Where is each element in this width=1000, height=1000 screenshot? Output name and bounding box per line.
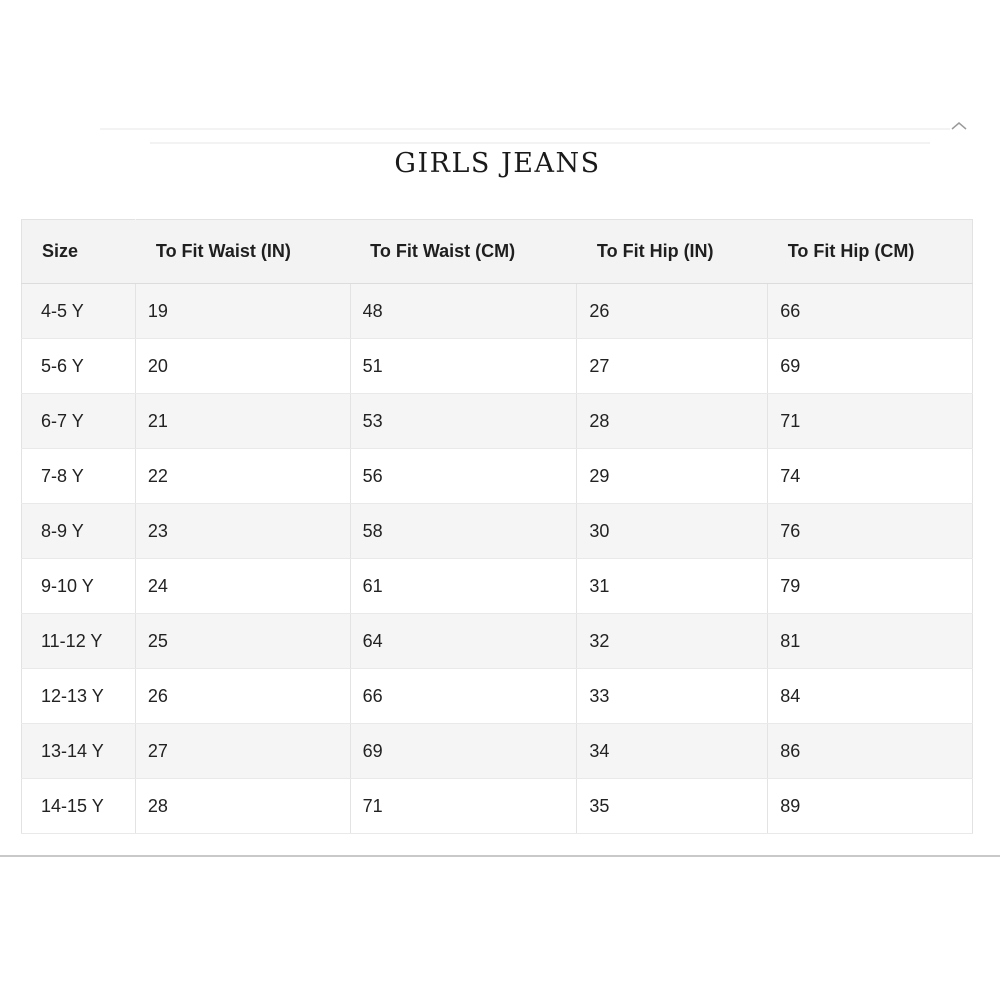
cell-waist-in: 25 — [135, 614, 350, 669]
header-hip-cm: To Fit Hip (CM) — [768, 220, 973, 284]
header-hip-in: To Fit Hip (IN) — [577, 220, 768, 284]
table-body — [22, 284, 973, 834]
table-header-row — [22, 220, 973, 284]
table-row — [22, 394, 973, 449]
cell-waist-in: 27 — [135, 724, 350, 779]
table-row — [22, 339, 973, 394]
cell-waist-cm: 66 — [350, 669, 577, 724]
bottom-divider — [0, 855, 1000, 857]
cell-waist-cm: 61 — [350, 559, 577, 614]
cell-hip-cm: 69 — [768, 339, 973, 394]
table-row — [22, 504, 973, 559]
cell-hip-in: 29 — [577, 449, 768, 504]
cell-waist-cm: 48 — [350, 284, 577, 339]
cell-hip-cm: 71 — [768, 394, 973, 449]
header-waist-cm: To Fit Waist (CM) — [350, 220, 577, 284]
cell-hip-in: 32 — [577, 614, 768, 669]
cell-hip-in: 35 — [577, 779, 768, 834]
table-row — [22, 449, 973, 504]
table-row — [22, 724, 973, 779]
cell-waist-in: 26 — [135, 669, 350, 724]
cell-waist-cm: 51 — [350, 339, 577, 394]
cell-waist-in: 22 — [135, 449, 350, 504]
cell-size: 5-6 Y — [22, 339, 136, 394]
table-row — [22, 559, 973, 614]
cell-hip-in: 33 — [577, 669, 768, 724]
cell-hip-cm: 79 — [768, 559, 973, 614]
cell-hip-in: 28 — [577, 394, 768, 449]
faint-divider — [100, 128, 950, 130]
cell-waist-cm: 58 — [350, 504, 577, 559]
faint-divider — [150, 142, 930, 144]
table-row — [22, 614, 973, 669]
cell-waist-in: 24 — [135, 559, 350, 614]
cell-hip-in: 30 — [577, 504, 768, 559]
cell-hip-cm: 86 — [768, 724, 973, 779]
cell-waist-cm: 64 — [350, 614, 577, 669]
cell-hip-cm: 81 — [768, 614, 973, 669]
cell-waist-in: 19 — [135, 284, 350, 339]
cell-waist-in: 28 — [135, 779, 350, 834]
cell-waist-cm: 53 — [350, 394, 577, 449]
cell-hip-in: 31 — [577, 559, 768, 614]
table-row — [22, 779, 973, 834]
chevron-up-icon — [950, 120, 968, 130]
cell-hip-in: 34 — [577, 724, 768, 779]
cell-size: 14-15 Y — [22, 779, 136, 834]
cell-waist-cm: 69 — [350, 724, 577, 779]
cell-waist-cm: 71 — [350, 779, 577, 834]
cell-hip-cm: 76 — [768, 504, 973, 559]
cell-size: 13-14 Y — [22, 724, 136, 779]
cell-size: 8-9 Y — [22, 504, 136, 559]
table-row — [22, 284, 973, 339]
cell-size: 9-10 Y — [22, 559, 136, 614]
cell-waist-in: 21 — [135, 394, 350, 449]
size-table — [21, 219, 973, 834]
table-row — [22, 669, 973, 724]
cell-hip-cm: 66 — [768, 284, 973, 339]
chart-title: GIRLS JEANS — [394, 148, 601, 179]
cell-waist-in: 20 — [135, 339, 350, 394]
cell-waist-cm: 56 — [350, 449, 577, 504]
cell-size: 11-12 Y — [22, 614, 136, 669]
cell-waist-in: 23 — [135, 504, 350, 559]
cell-hip-cm: 74 — [768, 449, 973, 504]
header-waist-in: To Fit Waist (IN) — [135, 220, 350, 284]
cell-hip-cm: 89 — [768, 779, 973, 834]
cell-hip-in: 27 — [577, 339, 768, 394]
cell-size: 4-5 Y — [22, 284, 136, 339]
cell-size: 6-7 Y — [22, 394, 136, 449]
cell-hip-in: 26 — [577, 284, 768, 339]
cell-size: 12-13 Y — [22, 669, 136, 724]
header-size: Size — [22, 220, 136, 284]
cell-size: 7-8 Y — [22, 449, 136, 504]
cell-hip-cm: 84 — [768, 669, 973, 724]
